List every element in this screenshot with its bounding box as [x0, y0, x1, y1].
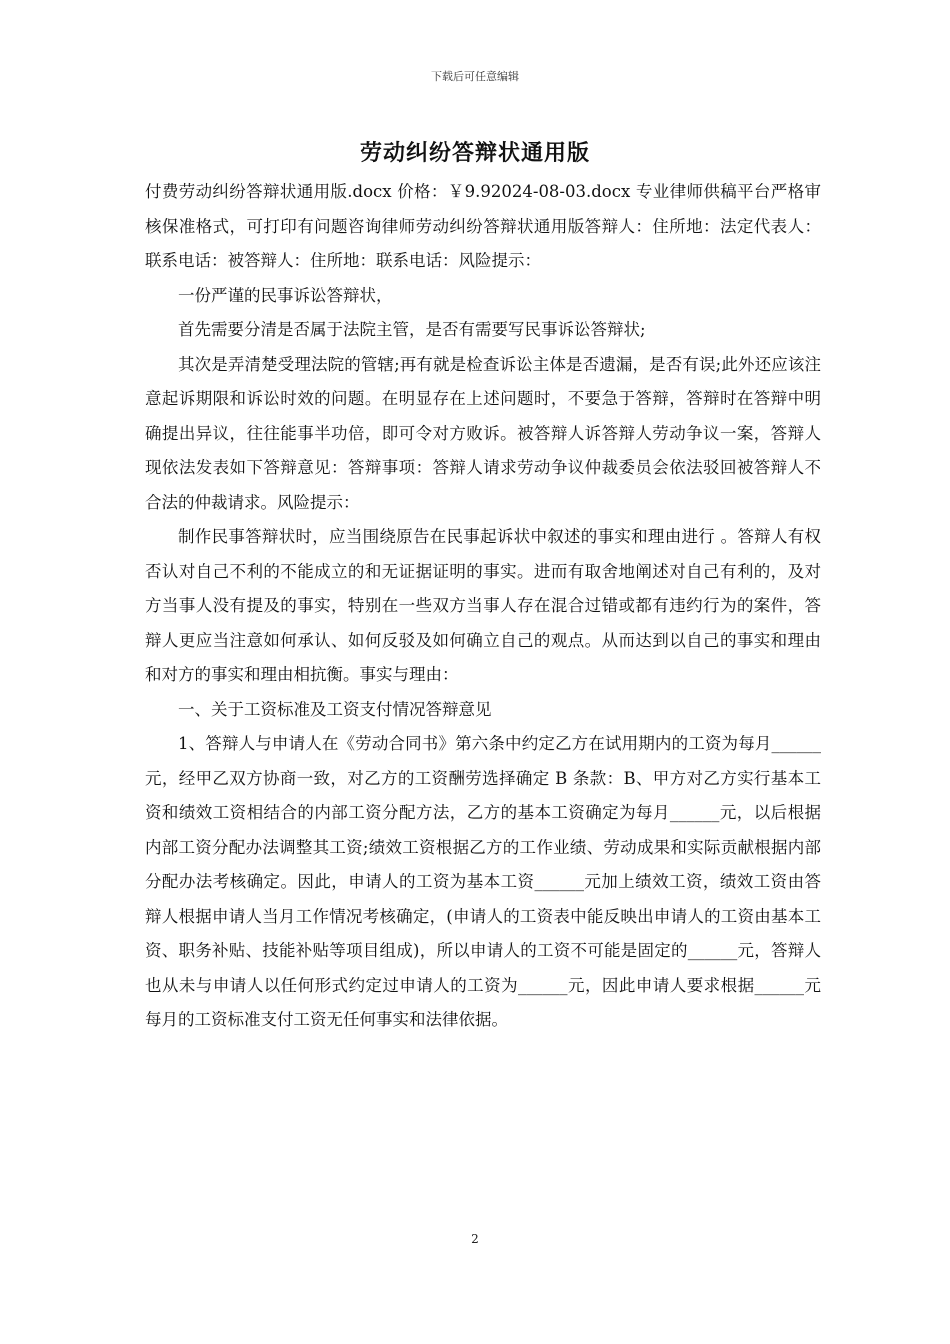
document-title: 劳动纠纷答辩状通用版 [359, 141, 590, 166]
paragraph: 首先需要分清是否属于法院主管，是否有需要写民事诉讼答辩状; [178, 320, 646, 339]
section-heading: 一、关于工资标准及工资支付情况答辩意见 [178, 699, 492, 719]
paragraph: 其次是弄清楚受理法院的管辖;再有就是检查诉讼主体是否遗漏，是否有误;此外还应该注意起诉期限和诉讼时效的问题。在明显存在上述问题时，不要急于答辩，答辩时在答辩中明确提出异议，往往能事半功倍，即可令对方败诉。被答辩人诉答辩人劳动争议一案，答辩人现依法发表如下答辩意见：答辩事项：答辩人请求劳动争议仲裁委员会依法驳回被答辩人不合法的仲裁请求。风险提示： [145, 354, 821, 512]
document-body [145, 175, 821, 1038]
page-header: 下载后可任意编辑 [431, 70, 519, 83]
page-number: 2 [471, 1232, 479, 1246]
paragraph: 一份严谨的民事诉讼答辩状， [178, 285, 393, 305]
paragraph: 付费劳动纠纷答辩状通用版.docx 价格：￥9.92024-08-03.docx 专业律师供稿平台严格审核保准格式，可打印有问题咨询律师劳动纠纷答辩状通用版答辩人：住所地：法定代表人：联系电话：被答辩人：住所地：联系电话：风险提示： [145, 182, 821, 270]
paragraph: 制作民事答辩状时，应当围绕原告在民事起诉状中叙述的事实和理由进行 。答辩人有权否认对自己不利的不能成立的和无证据证明的事实。进而有取舍地阐述对自己有利的，及对方当事人没有提及的事实，特别在一些双方当事人存在混合过错或都有违约行为的案件，答辩人更应当注意如何承认、如何反驳及如何确立自己的观点。从而达到以自己的事实和理由和对方的事实和理由相抗衡。事实与理由： [145, 527, 821, 684]
paragraph: 1、答辩人与申请人在《劳动合同书》第六条中约定乙方在试用期内的工资为每月______元，经甲乙双方协商一致，对乙方的工资酬劳选择确定 B 条款：B、甲方对乙方实行基本工资和绩效工资相结合的内部工资分配方法，乙方的基本工资确定为每月______元，以后根据内部工资分配办法调整其工资;绩效工资根据乙方的工作业绩、劳动成果和实际贡献根据内部分配办法考核确定。因此，申请人的工资为基本工资______元加上绩效工资，绩效工资由答辩人根据申请人当月工作情况考核确定，(申请人的工资表中能反映出申请人的工资由基本工资、职务补贴、技能补贴等项目组成)，所以申请人的工资不可能是固定的______元，答辩人也从未与申请人以任何形式约定过申请人的工资为______元，因此申请人要求根据______元每月的工资标准支付工资无任何事实和法律依据。 [145, 734, 821, 1029]
